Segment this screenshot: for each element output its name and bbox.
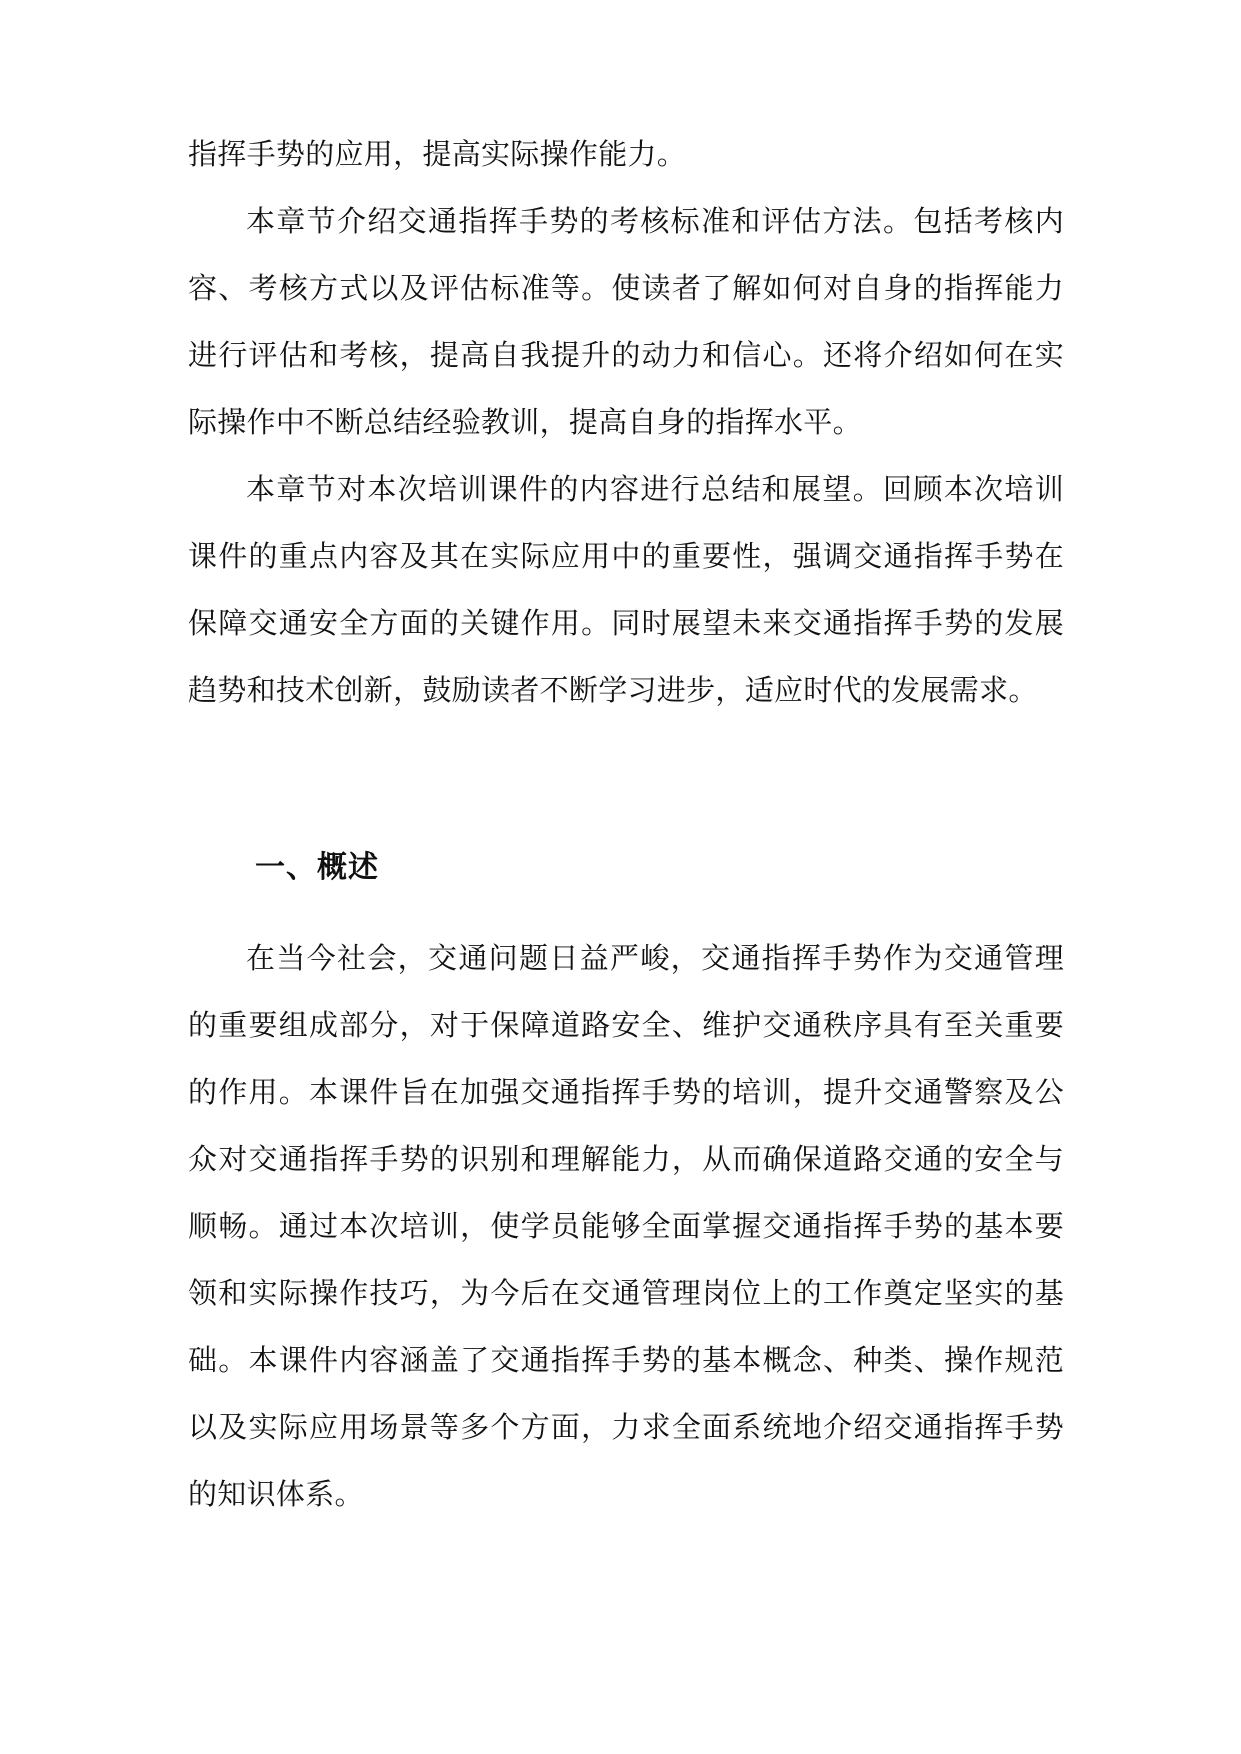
paragraph-assessment: 本章节介绍交通指挥手势的考核标准和评估方法。包括考核内容、考核方式以及评估标准等。使读者了解如何对自身的指挥能力进行评估和考核，提高自我提升的动力和信心。还将介绍如何在实际操作中不断总结经验教训，提高自身的指挥水平。: [188, 204, 1064, 439]
paragraph-continuation: 指挥手势的应用，提高实际操作能力。: [188, 137, 687, 171]
section-heading: 一、概述: [255, 850, 379, 885]
paragraph-overview: 在当今社会，交通问题日益严峻，交通指挥手势作为交通管理的重要组成部分，对于保障道路安全、维护交通秩序具有至关重要的作用。本课件旨在加强交通指挥手势的培训，提升交通警察及公众对交通指挥手势的识别和理解能力，从而确保道路交通的安全与顺畅。通过本次培训，使学员能够全面掌握交通指挥手势的基本要领和实际操作技巧，为今后在交通管理岗位上的工作奠定坚实的基础。本课件内容涵盖了交通指挥手势的基本概念、种类、操作规范以及实际应用场景等多个方面，力求全面系统地介绍交通指挥手势的知识体系。: [188, 941, 1064, 1511]
paragraph-summary: 本章节对本次培训课件的内容进行总结和展望。回顾本次培训课件的重点内容及其在实际应用中的重要性，强调交通指挥手势在保障交通安全方面的关键作用。同时展望未来交通指挥手势的发展趋势和技术创新，鼓励读者不断学习进步，适应时代的发展需求。: [188, 472, 1064, 707]
